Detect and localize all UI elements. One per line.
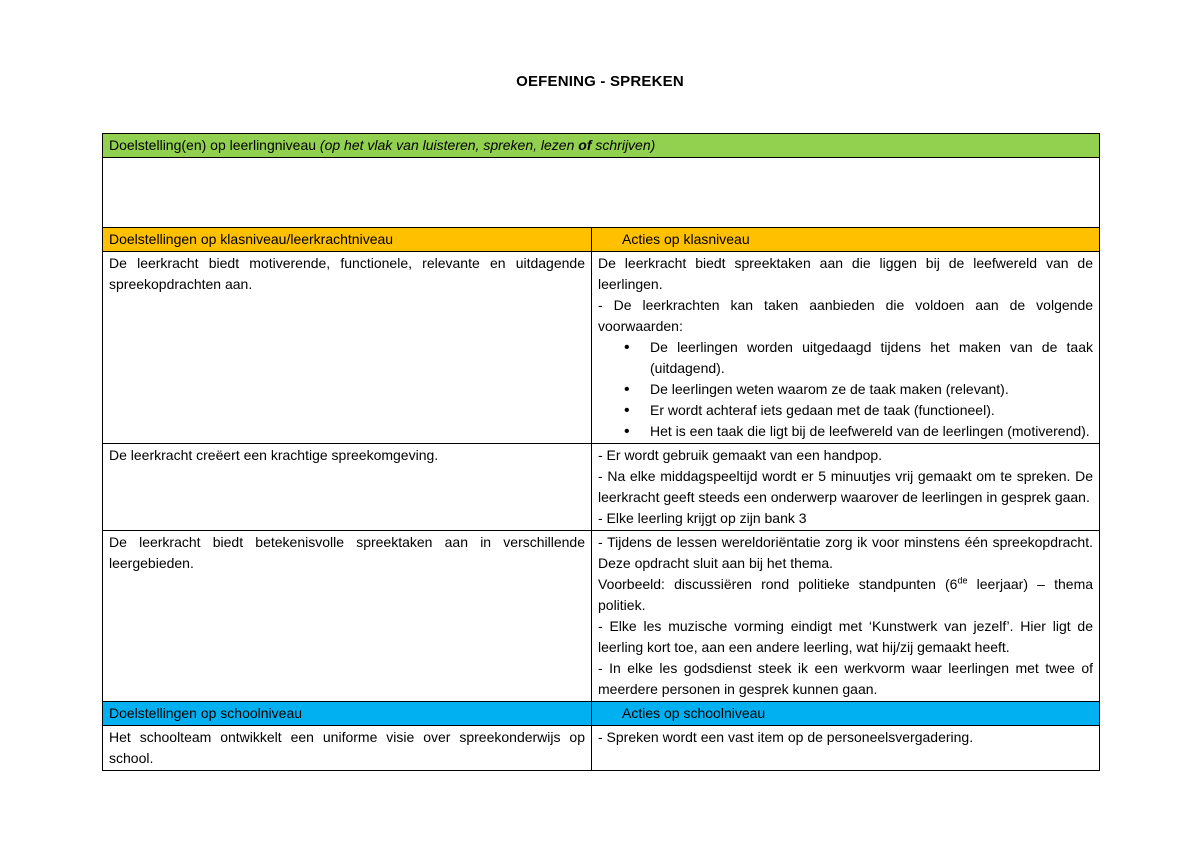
class-action-2-2: - Na elke middagspeeltijd wordt er 5 minuutjes vrij gemaakt om te spreken. De leerkracht geeft steeds een onderwerp waarover de leerlingen in gesprek gaan. <box>598 468 1094 505</box>
class-row-2 <box>103 444 1100 531</box>
class-action-3-1: - Tijdens de lessen wereldoriëntatie zorg ik voor minstens één spreekopdracht. Deze opdracht sluit aan bij het thema. <box>598 534 1094 571</box>
school-section-header-row <box>103 702 1100 726</box>
class-action-1-intro: De leerkracht biedt spreektaken aan die liggen bij de leefwereld van de leerlingen. <box>598 255 1094 292</box>
school-action-1: - Spreken wordt een vast item op de personeelsvergadering. <box>592 726 1100 771</box>
conditions-list <box>598 337 1093 442</box>
class-actions-1 <box>592 252 1100 444</box>
class-goals-header: Doelstellingen op klasniveau/leerkrachtniveau <box>103 228 592 252</box>
class-section-header-row <box>103 228 1100 252</box>
class-actions-2 <box>592 444 1100 531</box>
school-goal-1: Het schoolteam ontwikkelt een uniforme visie over spreekonderwijs op school. <box>103 726 592 771</box>
class-goal-1: De leerkracht biedt motiverende, functionele, relevante en uitdagende spreekopdrachten aan. <box>103 252 592 444</box>
class-row-3 <box>103 531 1100 702</box>
class-row-1 <box>103 252 1100 444</box>
condition-item-uitdagend: • De leerlingen worden uitgedaagd tijdens het maken van de taak (uitdagend). <box>650 337 1093 379</box>
class-action-1-condition: - De leerkrachten kan taken aanbieden die voldoen aan de volgende voorwaarden: <box>598 297 1094 334</box>
class-goal-2: De leerkracht creëert een krachtige spreekomgeving. <box>103 444 592 531</box>
student-goal-empty-row <box>103 158 1100 228</box>
student-goal-header-row <box>103 134 1100 158</box>
class-actions-header: Acties op klasniveau <box>592 228 1100 252</box>
school-goals-header: Doelstellingen op schoolniveau <box>103 702 592 726</box>
class-actions-3 <box>592 531 1100 702</box>
class-action-3-4: - In elke les godsdienst steek ik een werkvorm waar leerlingen met twee of meerdere personen in gesprek kunnen gaan. <box>598 660 1094 697</box>
school-actions-header: Acties op schoolniveau <box>592 702 1100 726</box>
class-action-2-3: - Elke leerling krijgt op zijn bank 3 <box>598 510 807 526</box>
school-row-1 <box>103 726 1100 771</box>
condition-item-relevant: • De leerlingen weten waarom ze de taak maken (relevant). <box>650 379 1093 400</box>
class-action-3-2: Voorbeeld: discussiëren rond politieke standpunten (6de leerjaar) – thema politiek. <box>598 575 1094 613</box>
class-action-2-1: - Er wordt gebruik gemaakt van een handpop. <box>598 447 883 463</box>
condition-item-motiverend: • Het is een taak die ligt bij de leefwereld van de leerlingen (motiverend). <box>650 421 1093 442</box>
page-title: OEFENING - SPREKEN <box>516 73 684 90</box>
exercise-table <box>102 133 1100 771</box>
student-goal-empty-cell[interactable] <box>103 158 1100 228</box>
class-action-3-3: - Elke les muzische vorming eindigt met ‘Kunstwerk van jezelf’. Hier ligt de leerling kort toe, aan een andere leerling, wat hij/zij gemaakt heeft. <box>598 618 1094 655</box>
class-goal-3: De leerkracht biedt betekenisvolle spreektaken aan in verschillende leergebieden. <box>103 531 592 702</box>
student-goal-header: Doelstelling(en) op leerlingniveau (op het vlak van luisteren, spreken, lezen of schrijven) <box>103 134 1100 158</box>
condition-item-functioneel: • Er wordt achteraf iets gedaan met de taak (functioneel). <box>650 400 1093 421</box>
